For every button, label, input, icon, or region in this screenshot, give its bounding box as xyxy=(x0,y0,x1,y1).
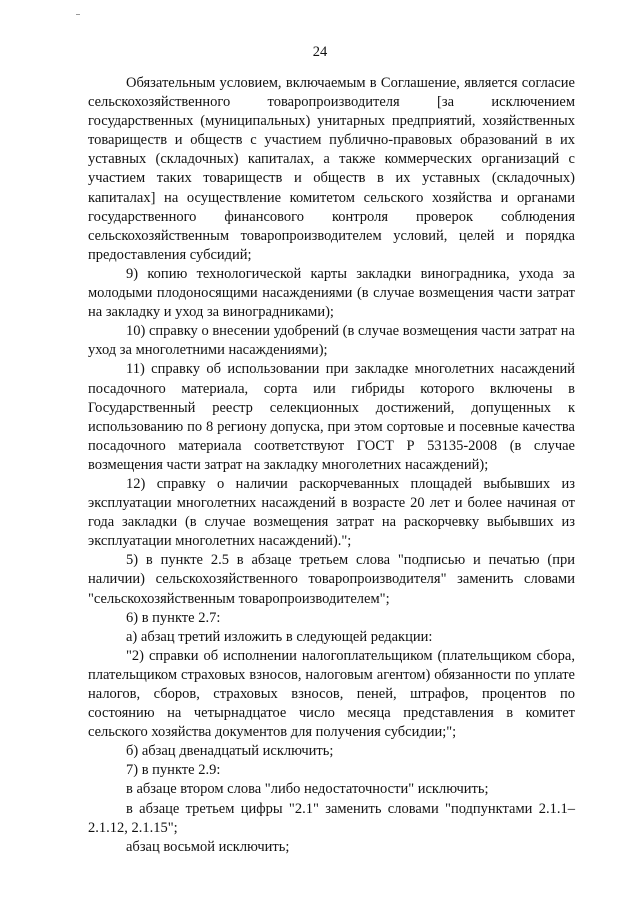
paragraph-item-10: 10) справку о внесении удобрений (в случае возмещения части затрат на уход за многолетними насаждениями); xyxy=(88,323,575,359)
paragraph-consent: Обязательным условием, включаемым в Соглашение, является согласие сельскохозяйственного товаропроизводителя [за исключением государственных (муниципальных) унитарных предприятий, хозяйственных товариществ и обществ с участием публично-правовых образований в их уставных (складочных) капиталах, а также коммерческих организаций с участием таких товариществ и обществ в их уставных (складочных) капиталах] на осуществление комитетом сельского хозяйства и органами государственного финансового контроля проверок соблюдения сельскохозяйственным товаропроизводителем условий, целей и порядка предоставления субсидий; xyxy=(88,75,575,263)
paragraph-item-7-eighth: абзац восьмой исключить; xyxy=(126,838,290,855)
paragraph-item-7-third: в абзаце третьем цифры "2.1" заменить словами "подпунктами 2.1.1–2.1.12, 2.1.15"; xyxy=(88,800,575,836)
paragraph-item-11: 11) справку об использовании при закладке многолетних насаждений посадочного материала, сорта или гибриды которого включены в Государственный реестр селекционных достижений, допущенных к использованию по 8 региону допуска, при этом сортовые и посевные качества посадочного материала соответствуют ГОСТ Р 53135-2008 (в случае возмещения части затрат на закладку многолетних насаждений); xyxy=(88,361,575,473)
paragraph-item-7-second: в абзаце втором слова "либо недостаточности" исключить; xyxy=(126,781,489,798)
paragraph-item-9: 9) копию технологической карты закладки виноградника, ухода за молодыми плодоносящими насаждениями (в случае возмещения части затрат на закладку и уход за виноградниками); xyxy=(88,265,575,321)
paragraph-item-6: 6) в пункте 2.7: xyxy=(126,609,221,626)
paragraph-item-5: 5) в пункте 2.5 в абзаце третьем слова "подписью и печатью (при наличии) сельскохозяйственного товаропроизводителя" заменить словами "сельскохозяйственным товаропроизводителем"; xyxy=(88,552,575,607)
paragraph-item-6b: б) абзац двенадцатый исключить; xyxy=(126,743,334,760)
scan-mark xyxy=(76,14,80,15)
document-body xyxy=(88,74,575,857)
page-number: 24 xyxy=(312,44,328,60)
paragraph-item-7: 7) в пункте 2.9: xyxy=(126,762,221,779)
paragraph-item-6a: а) абзац третий изложить в следующей редакции: xyxy=(126,628,433,645)
paragraph-item-12: 12) справку о наличии раскорчеванных площадей выбывших из эксплуатации многолетних насаждений в возрасте 20 лет и более начиная от года закладки (в случае возмещения затрат на раскорчевку выбывших из эксплуатации многолетних насаждений)."; xyxy=(88,475,575,550)
paragraph-new-wording: "2) справки об исполнении налогоплательщиком (плательщиком сбора, плательщиком страховых взносов, налоговым агентом) обязанности по уплате налогов, сборов, страховых взносов, пеней, штрафов, процентов по состоянию на четырнадцатое число месяца представления в комитет сельского хозяйства документов для получения субсидии;"; xyxy=(88,647,575,741)
